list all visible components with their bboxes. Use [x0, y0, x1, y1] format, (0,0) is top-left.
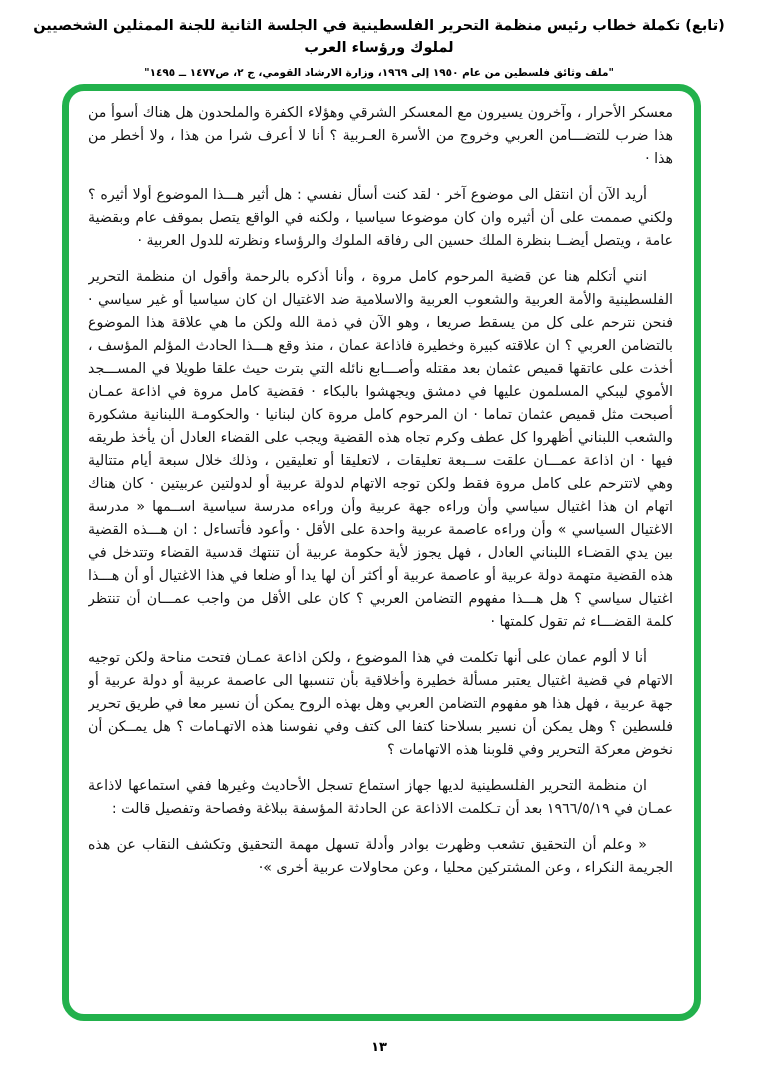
document-header — [0, 16, 758, 79]
page-number: ١٣ — [371, 1040, 387, 1055]
paragraph-3: انني أتكلم هنا عن قضية المرحوم كامل مروة ، وأنا أذكره بالرحمة وأقول ان منظمة التحرير الفلسطينية والأمة العربية والشعوب العربية والاسلامية ضد الاغتيال ان كان سياسيا أو غير سياسي · فنحن نترحم على كل من يسقط صريعا ، وهو الآن في ذمة الله ولكن ما هي علاقة هذا الموضوع بالتضامن العربي ؟ ان علاقته كبيرة وخطيرة فاذاعة عمان ، منذ وقع هـــذا الحادث المؤلم المؤسف ، أخذت على عاتقها قميص عثمان بعد مقتله وأصـــابع نائله التي بترت حيث علقا طويلا في المســـجد الأموي ليبكي المسلمون عليها في دمشق ويجهشوا بالبكاء · فقضية كامل مروة في اذاعة عمـان أصبحت مثل قميص عثمان تماما · ان المرحوم كامل مروة كان لبنانيا · والحكومـة اللبنانية مشكورة والشعب اللبناني أظهروا كل عطف وكرم تجاه هذه القضية ويجب على القضاء العادل أن يأخذ طريقه فيها · ان اذاعة عمـــان علقت ســبعة تعليقات ، لاتعليقا أو تعليقين ، وذلك خلال سبعة أيام متتالية وهي لاتترحم على كامل مروة فقط ولكن توجه الاتهام لدولة عربية أو لدولتين عربيتين · كان هناك اتهام ان هذا اغتيال سياسي وأن وراءه جهة عربية وأن وراءه مدرسة سياسية اســمها « مدرسة الاغتيال السياسي » وأن وراءه عاصمة عربية واحدة على الأقل · وأعود فأتساءل : ان هـــذه القضية بين يدي القضـاء اللبناني العادل ، فهل يجوز لأية حكومة عربية أن تنتهك قدسية القضاء وتتدخل في هذه القضية متهمة دولة عربية أو عاصمة عربية أو أكثر أن لها يدا أو ضلعا في هذا الاغتيال أو أن هـــذا اغتيال سياسي ؟ هل هـــذا مفهوم التضامن العربي ؟ كان على الأقل من واجب عمـــان أن تنتظر كلمة القضـــاء ثم تقول كلمتها · — [88, 269, 673, 630]
document-source-citation: "ملف وثائق فلسطين من عام ١٩٥٠ إلى ١٩٦٩، وزارة الارشاد القومي، ج ٢، ص١٤٧٧ ــ ١٤٩٥" — [144, 66, 614, 79]
paragraph-5: ان منظمة التحرير الفلسطينية لديها جهاز استماع تسجل الأحاديث وغيرها ففي استماعها لاذاعة عمـان في ١٩٦٦/٥/١٩ بعد أن تـكلمت الاذاعة عن الحادثة المؤسفة ببلاغة وفصاحة وتفصيل قالت : — [88, 778, 673, 817]
paragraph-4: أنا لا ألوم عمان على أنها تكلمت في هذا الموضوع ، ولكن اذاعة عمـان فتحت مناحة ولكن توجيه الاتهام في قضية اغتيال يعتبر مسألة خطيرة وأخلاقية بأن تنسبها الى عاصمة عربية أو دولة عربية أو جهة عربية ، فهل هذا هو مفهوم التضامن العربي وهل بهذه الروح يمكن أن نسير معا في طريق تحرير فلسطين ؟ وهل يمكن أن نسير بسلاحنا كتفا الى كتف وفي نفوسنا هذه الاتهـامات ؟ هل يمــكن أن نخوض معركة التحرير وفي قلوبنا هذه الاتهامات ؟ — [88, 650, 673, 758]
paragraph-6-quote: « وعلم أن التحقيق تشعب وظهرت بوادر وأدلة تسهل مهمة التحقيق وتكشف النقاب عن هذه الجريمة النكراء ، وعن المشتركين محليا ، وعن محاولات عربية أخرى »· — [88, 837, 673, 876]
speech-text-body — [88, 102, 673, 1007]
paragraph-1: معسكر الأحرار ، وآخرون يسيرون مع المعسكر الشرقي وهؤلاء الكفرة والملحدون هل هناك أسوأ من هذا ضرب للتضـــامن العربي وخروج من الأسرة العـربية ؟ أنا لا أعرف شرا من هذا ، ولا أخطر من هذا · — [88, 105, 673, 167]
document-title: (تابع) تكملة خطاب رئيس منظمة التحرير الفلسطينية في الجلسة الثانية للجنة الممثلين الشخصيين لملوك ورؤساء العرب — [33, 18, 725, 56]
paragraph-2: أريد الآن أن انتقل الى موضوع آخر · لقد كنت أسأل نفسي : هل أثير هـــذا الموضوع أولا أثيره ؟ ولكني صممت على أن أثيره وان كان موضوعا سياسيا ، ولكنه في الواقع يتصل بموقف عام وبقضية عامة ، ويتصل أيضــا بنظرة الملك حسين الى رفاقه الملوك والرؤساء ونظرته للدول العربية · — [88, 187, 673, 249]
